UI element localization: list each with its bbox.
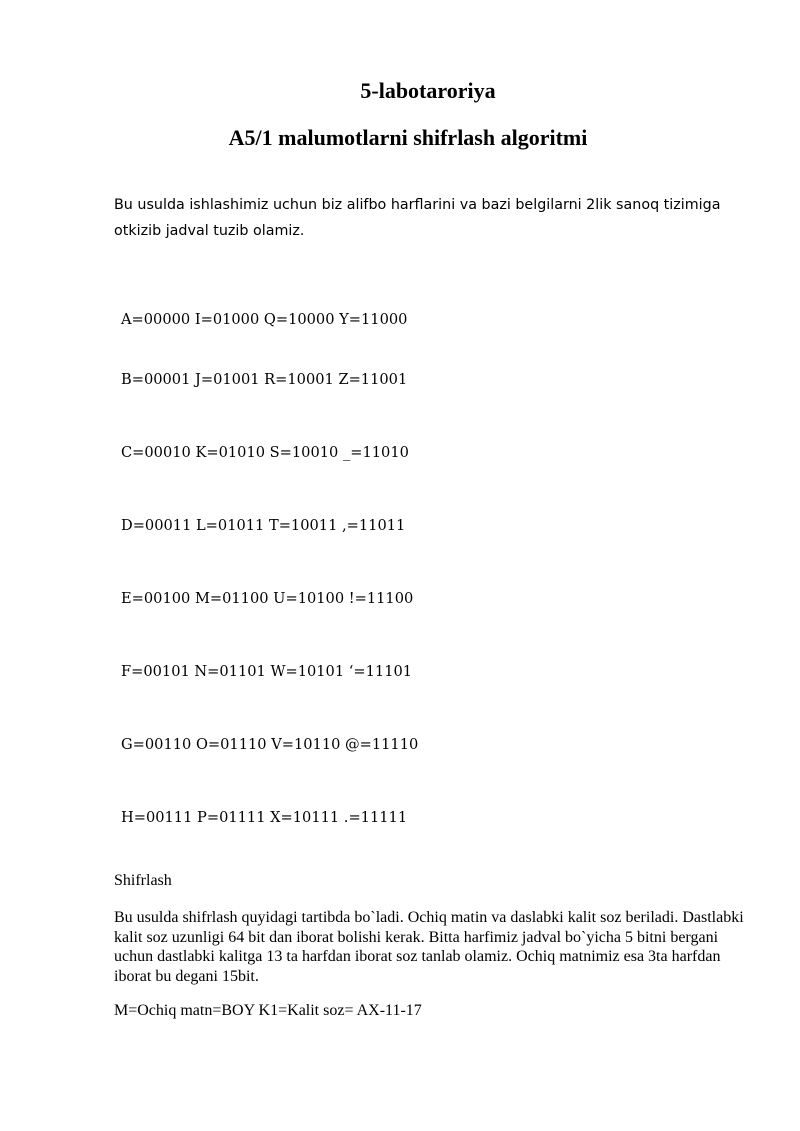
document-subtitle: A5/1 malumotlarni shifrlash algoritmi <box>228 125 588 150</box>
code-table-row: A=00000 I=01000 Q=10000 Y=11000 <box>121 311 408 328</box>
code-table-row: H=00111 P=01111 X=10111 .=11111 <box>121 809 408 826</box>
code-table-row: F=00101 N=01101 W=10101 ‘=11101 <box>121 663 413 680</box>
cipher-paragraph: Bu usulda shifrlash quyidagi tartibda bo`ladi. Ochiq matin va daslabki kalit soz beriladi. Dastlabki kalit soz uzunligi 64 bit dan iborat bolishi kerak. Bitta harfimiz jadval bo`yicha 5 bitni bergani uchun dastlabki kalitga 13 ta harfdan iborat soz tanlab olamiz. Ochiq matnimiz esa 3ta harfdan iborat bu degani 15bit. <box>114 909 744 985</box>
code-table-row: G=00110 O=01110 V=10110 @=11110 <box>121 736 419 753</box>
document-title: 5-labotaroriya <box>360 78 496 103</box>
code-table-row: D=00011 L=01011 T=10011 ,=11011 <box>121 517 406 534</box>
section-heading: Shifrlash <box>114 872 172 889</box>
intro-paragraph: Bu usulda ishlashimiz uchun biz alifbo harflarini va bazi belgilarni 2lik sanoq tizimiga otkizib jadval tuzib olamiz. <box>114 197 721 239</box>
formula-line: M=Ochiq matn=BOY K1=Kalit soz= AX-11-17 <box>114 1002 422 1019</box>
code-table-row: C=00010 K=01010 S=10010 _=11010 <box>121 444 409 461</box>
code-table-row: E=00100 M=01100 U=10100 !=11100 <box>121 590 414 607</box>
code-table-row: B=00001 J=01001 R=10001 Z=11001 <box>121 371 408 388</box>
